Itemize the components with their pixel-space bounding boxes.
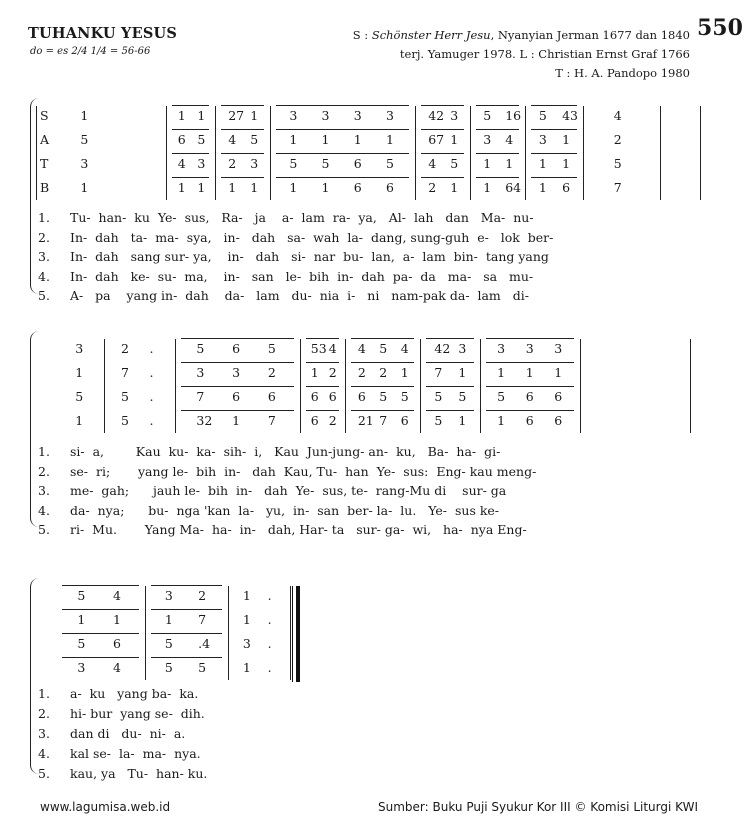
- note: 3: [554, 341, 563, 356]
- beam: [221, 105, 264, 106]
- note: 5: [613, 156, 622, 171]
- footer-website: www.lagumisa.web.id: [40, 800, 171, 814]
- note: 5: [198, 660, 207, 675]
- beam: [62, 585, 139, 586]
- beam: [426, 410, 474, 411]
- note: 5: [450, 156, 459, 171]
- note: 1: [321, 180, 330, 195]
- beam: [421, 153, 464, 154]
- beam: [221, 153, 264, 154]
- beam: [486, 362, 574, 363]
- note: 4: [328, 341, 337, 356]
- beam: [172, 129, 209, 130]
- note: 7: [267, 413, 276, 428]
- note: 3: [450, 108, 459, 123]
- note: 5: [164, 636, 173, 651]
- beam: [421, 177, 464, 178]
- beam: [421, 105, 464, 106]
- beam: [476, 129, 519, 130]
- beam: [181, 338, 294, 339]
- credit-source-rest: , Nyanyian Jerman 1677 dan 1840: [490, 28, 690, 42]
- bar-line: [420, 339, 421, 433]
- note: 5: [497, 389, 506, 404]
- verse-number: 5.: [38, 522, 50, 537]
- note: 16: [505, 108, 522, 123]
- note: 1: [164, 612, 173, 627]
- note: 4: [400, 341, 409, 356]
- note: 3: [353, 108, 362, 123]
- lyric-line: si- a, Kau ku- ka- sih- i, Kau Jun-jung- an- ku, Ba- ha- gi-: [70, 444, 501, 459]
- note: 1: [310, 365, 319, 380]
- verse-number: 3.: [38, 249, 50, 264]
- credit-source-title: Schönster Herr Jesu: [371, 28, 491, 42]
- note: 7: [379, 413, 388, 428]
- system-brace: [30, 98, 39, 294]
- note: 1: [562, 132, 571, 147]
- beam: [351, 386, 414, 387]
- credits: [330, 26, 690, 83]
- note: 3: [232, 365, 241, 380]
- verse-number: 4.: [38, 502, 50, 518]
- note: 1: [289, 180, 298, 195]
- note: 7: [198, 612, 207, 627]
- note: 3: [197, 156, 206, 171]
- verse-number: 5.: [38, 288, 50, 303]
- verse-number: 4.: [38, 268, 50, 284]
- beam: [306, 410, 339, 411]
- note: 1: [80, 180, 89, 195]
- note: 7: [196, 389, 205, 404]
- bar-line: [345, 339, 346, 433]
- verse-number: 3.: [38, 483, 50, 498]
- note: 6: [232, 389, 241, 404]
- beam: [531, 129, 577, 130]
- lyric-line: In- dah ta- ma- sya, in- dah sa- wah la- dang, sung-guh e- lok ber-: [70, 229, 554, 245]
- voice-label: A: [40, 132, 50, 147]
- note: .4: [198, 636, 211, 651]
- note: 6: [177, 132, 186, 147]
- note: 3: [538, 132, 547, 147]
- note: 1: [197, 180, 206, 195]
- bar-line: [145, 586, 146, 680]
- beam: [426, 386, 474, 387]
- bar-line: [175, 339, 176, 433]
- note: 4: [112, 588, 121, 603]
- beam: [62, 657, 139, 658]
- beam: [181, 386, 294, 387]
- lyric-line: ri- Mu. Yang Ma- ha- in- dah, Har- ta sur- ga- wi, ha- nya Eng-: [70, 522, 527, 537]
- note: 1: [525, 365, 534, 380]
- bar-line: [583, 106, 584, 200]
- beam: [276, 105, 409, 106]
- beam: [276, 177, 409, 178]
- lyric-line: a- ku yang ba- ka.: [70, 686, 199, 701]
- note: 2: [613, 132, 622, 147]
- note: 1: [562, 156, 571, 171]
- note: 3: [525, 341, 534, 356]
- note: 2: [357, 365, 366, 380]
- note: 1: [450, 132, 459, 147]
- note: 1: [538, 180, 547, 195]
- verse-number: 1.: [38, 686, 50, 701]
- beam: [426, 338, 474, 339]
- note: 7: [613, 180, 622, 195]
- lyric-line: kal se- la- ma- nya.: [70, 746, 201, 761]
- note: 6: [310, 389, 319, 404]
- voice-label: B: [40, 180, 50, 195]
- note: 6: [525, 389, 534, 404]
- beam: [531, 177, 577, 178]
- note: 7: [121, 365, 129, 380]
- note: 6: [525, 413, 534, 428]
- note: 6: [554, 389, 563, 404]
- verse-number: 1.: [38, 210, 50, 225]
- bar-line: [660, 106, 661, 200]
- note: 5: [77, 636, 86, 651]
- note: 3: [80, 156, 89, 171]
- verse-number: 2.: [38, 463, 50, 479]
- note: 3: [164, 588, 173, 603]
- note: 3: [196, 365, 205, 380]
- note: 3: [250, 156, 259, 171]
- beam: [531, 153, 577, 154]
- beam: [486, 338, 574, 339]
- note: 2: [267, 365, 276, 380]
- hymn-title: TUHANKU YESUS: [28, 25, 178, 42]
- note: 2: [379, 365, 388, 380]
- credit-arranger: T : H. A. Pandopo 1980: [555, 66, 690, 80]
- note: 1: [505, 156, 514, 171]
- note: 4: [177, 156, 186, 171]
- note: 1: [497, 413, 506, 428]
- note: 1: [228, 180, 237, 195]
- final-barline-thick: [296, 586, 300, 682]
- footer-source: Sumber: Buku Puji Syukur Kor III © Komisi Liturgi KWI: [377, 800, 698, 814]
- note: 5: [434, 413, 443, 428]
- note: 4: [613, 108, 622, 123]
- note: 1: [554, 365, 563, 380]
- bar-line: [480, 339, 481, 433]
- note: 1: [458, 365, 467, 380]
- note: 1: [250, 108, 259, 123]
- note: 5: [250, 132, 259, 147]
- verse-number: 4.: [38, 746, 50, 761]
- beam: [306, 386, 339, 387]
- note: 1: [353, 132, 362, 147]
- bar-line: [104, 339, 105, 433]
- note: 5: [121, 413, 129, 428]
- lyric-line: dan di du- ni- a.: [70, 726, 186, 741]
- note: 2: [228, 156, 237, 171]
- note: 2: [428, 180, 437, 195]
- note: 3: [77, 660, 86, 675]
- note: 42: [428, 108, 445, 123]
- lyric-line: me- gah; jauh le- bih in- dah Ye- sus, te- rang-Mu di sur- ga: [70, 483, 507, 498]
- voice-label: S: [40, 108, 49, 123]
- note: .: [267, 588, 272, 603]
- note: 6: [112, 636, 121, 651]
- note: .: [267, 612, 272, 627]
- note: 1: [538, 156, 547, 171]
- note: 6: [328, 389, 337, 404]
- note: 5: [321, 156, 330, 171]
- beam: [151, 585, 222, 586]
- bar-line: [228, 586, 229, 680]
- bar-line: [470, 106, 471, 200]
- beam: [476, 153, 519, 154]
- bar-line: [415, 106, 416, 200]
- note: 21: [357, 413, 374, 428]
- beam: [351, 362, 414, 363]
- credit-translation: terj. Yamuger 1978. L : Christian Ernst Graf 1766: [399, 47, 690, 61]
- beam: [421, 129, 464, 130]
- note: 4: [112, 660, 121, 675]
- note: 6: [267, 389, 276, 404]
- bar-line: [690, 339, 691, 433]
- note: 1: [250, 180, 259, 195]
- lyric-line: kau, ya Tu- han- ku.: [70, 766, 208, 781]
- note: 5: [77, 588, 86, 603]
- beam: [476, 105, 519, 106]
- credit-prefix: S :: [352, 28, 372, 42]
- note: 64: [505, 180, 522, 195]
- bar-line: [215, 106, 216, 200]
- note: 1: [497, 365, 506, 380]
- note: .: [149, 389, 154, 404]
- note: 6: [400, 413, 409, 428]
- note: 6: [562, 180, 571, 195]
- beam: [306, 362, 339, 363]
- lyric-line: A- pa yang in- dah da- lam du- nia i- ni nam-pak da- lam di-: [70, 288, 529, 303]
- note: 5: [434, 389, 443, 404]
- note: 2: [121, 341, 129, 356]
- note: .: [267, 636, 272, 651]
- beam: [172, 177, 209, 178]
- beam: [221, 129, 264, 130]
- note: 1: [242, 612, 251, 627]
- beam: [486, 386, 574, 387]
- note: 1: [77, 612, 86, 627]
- note: 1: [483, 180, 492, 195]
- note: 2: [198, 588, 207, 603]
- note: 3: [75, 341, 84, 356]
- note: 1: [177, 180, 186, 195]
- note: 32: [196, 413, 213, 428]
- note: 1: [80, 108, 89, 123]
- lyric-line: In- dah ke- su- ma, in- san le- bih in- dah pa- da ma- sa mu-: [70, 268, 534, 284]
- note: 1: [400, 365, 409, 380]
- note: 1: [483, 156, 492, 171]
- note: 3: [321, 108, 330, 123]
- note: 4: [228, 132, 237, 147]
- note: 1: [177, 108, 186, 123]
- note: 42: [434, 341, 451, 356]
- note: 5: [196, 341, 205, 356]
- note: 1: [232, 413, 241, 428]
- note: 6: [232, 341, 241, 356]
- note: 5: [379, 341, 388, 356]
- beam: [172, 105, 209, 106]
- bar-line: [166, 106, 167, 200]
- note: 4: [357, 341, 366, 356]
- note: 6: [386, 180, 394, 195]
- note: 5: [197, 132, 206, 147]
- note: 1: [242, 588, 251, 603]
- lyric-line: da- nya; bu- nga 'kan la- yu, in- san ber- la- lu. Ye- sus ke-: [70, 502, 500, 518]
- note: 2: [328, 413, 337, 428]
- beam: [62, 633, 139, 634]
- bar-line: [700, 106, 701, 200]
- beam: [276, 129, 409, 130]
- note: 5: [80, 132, 89, 147]
- note: 5: [75, 389, 84, 404]
- verse-number: 3.: [38, 726, 50, 741]
- verse-number: 1.: [38, 444, 50, 459]
- note: 6: [554, 413, 563, 428]
- note: 5: [267, 341, 276, 356]
- note: 53: [310, 341, 327, 356]
- note: 7: [434, 365, 443, 380]
- note: 6: [353, 180, 362, 195]
- system-brace: [30, 578, 39, 774]
- beam: [62, 609, 139, 610]
- note: 3: [483, 132, 492, 147]
- note: 5: [483, 108, 492, 123]
- beam: [276, 153, 409, 154]
- note: 1: [75, 413, 84, 428]
- note: 6: [357, 389, 366, 404]
- note: 3: [242, 636, 251, 651]
- note: 4: [428, 156, 437, 171]
- bar-line: [290, 586, 291, 680]
- note: 5: [400, 389, 409, 404]
- note: 5: [379, 389, 388, 404]
- note: 3: [386, 108, 394, 123]
- note: 6: [310, 413, 319, 428]
- lyric-line: Tu- han- ku Ye- sus, Ra- ja a- lam ra- ya, Al- lah dan Ma- nu-: [70, 210, 534, 225]
- note: 67: [428, 132, 445, 147]
- beam: [181, 362, 294, 363]
- note: .: [267, 660, 272, 675]
- note: .: [149, 365, 154, 380]
- beam: [486, 410, 574, 411]
- note: 43: [562, 108, 579, 123]
- note: 5: [386, 156, 394, 171]
- beam: [181, 410, 294, 411]
- lyric-line: se- ri; yang le- bih in- dah Kau, Tu- han Ye- sus: Eng- kau meng-: [70, 463, 537, 479]
- note: 3: [458, 341, 467, 356]
- note: 1: [386, 132, 394, 147]
- note: .: [149, 341, 154, 356]
- note: 1: [450, 180, 459, 195]
- verse-number: 2.: [38, 706, 50, 721]
- beam: [151, 633, 222, 634]
- note: 27: [228, 108, 245, 123]
- bar-line: [580, 339, 581, 433]
- beam: [172, 153, 209, 154]
- note: .: [149, 413, 154, 428]
- bar-line: [300, 339, 301, 433]
- note: 1: [112, 612, 121, 627]
- note: 5: [164, 660, 173, 675]
- bar-line: [36, 106, 37, 200]
- verse-number: 5.: [38, 766, 50, 781]
- beam: [351, 410, 414, 411]
- beam: [151, 609, 222, 610]
- note: 1: [197, 108, 206, 123]
- beam: [151, 657, 222, 658]
- note: 6: [353, 156, 362, 171]
- voice-label: T: [40, 156, 49, 171]
- note: 1: [289, 132, 298, 147]
- tempo-marking: do = es 2/4 1/4 = 56-66: [30, 46, 151, 57]
- note: 1: [458, 413, 467, 428]
- bar-line: [525, 106, 526, 200]
- beam: [476, 177, 519, 178]
- final-barline: [292, 586, 293, 682]
- beam: [531, 105, 577, 106]
- beam: [221, 177, 264, 178]
- beam: [306, 338, 339, 339]
- note: 5: [121, 389, 129, 404]
- note: 5: [289, 156, 298, 171]
- lyric-line: hi- bur yang se- dih.: [70, 706, 205, 721]
- beam: [426, 362, 474, 363]
- note: 3: [289, 108, 298, 123]
- verse-number: 2.: [38, 229, 50, 245]
- note: 1: [321, 132, 330, 147]
- note: 5: [538, 108, 547, 123]
- note: 1: [75, 365, 84, 380]
- note: 2: [328, 365, 337, 380]
- note: 5: [458, 389, 467, 404]
- lyric-line: In- dah sang sur- ya, in- dah si- nar bu- lan, a- lam bin- tang yang: [70, 249, 549, 264]
- note: 4: [505, 132, 514, 147]
- hymn-number: 550: [697, 15, 743, 41]
- bar-line: [270, 106, 271, 200]
- beam: [351, 338, 414, 339]
- note: 1: [242, 660, 251, 675]
- note: 3: [497, 341, 506, 356]
